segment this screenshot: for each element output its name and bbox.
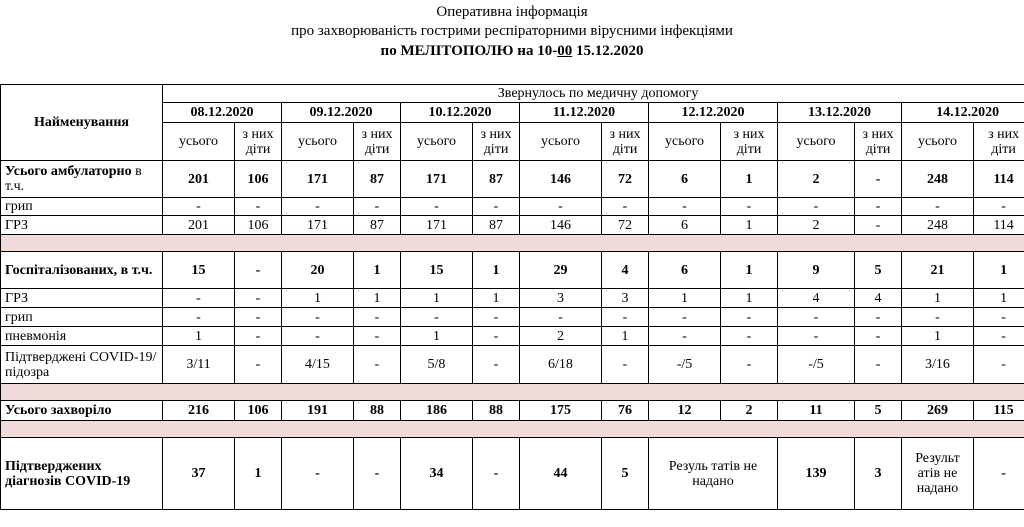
row-flu: [1, 198, 1024, 216]
no-results-note: Резуль татів не надано: [649, 438, 778, 510]
value-cell: -: [855, 216, 902, 235]
value-cell: 6: [649, 216, 721, 235]
value-cell: -: [721, 198, 778, 216]
date-header: 12.12.2020: [649, 103, 778, 123]
value-cell: 191: [282, 401, 354, 421]
row-ari: [1, 216, 1024, 235]
value-cell: 76: [602, 401, 649, 421]
row-label: Усього амбулаторно в т.ч.: [1, 161, 163, 198]
value-cell: -: [855, 308, 902, 327]
value-cell: 87: [354, 216, 401, 235]
value-cell: 20: [282, 252, 354, 289]
name-header: Найменування: [1, 85, 163, 161]
value-cell: 4: [855, 289, 902, 308]
value-cell: 106: [235, 401, 282, 421]
sub-total: усього: [282, 123, 354, 161]
value-cell: 1: [902, 327, 974, 346]
value-cell: -: [473, 308, 520, 327]
value-cell: -: [649, 198, 721, 216]
sub-total: усього: [902, 123, 974, 161]
sub-children: з них діти: [721, 123, 778, 161]
value-cell: 106: [235, 161, 282, 198]
value-cell: 1: [401, 327, 473, 346]
value-cell: -: [721, 327, 778, 346]
value-cell: 186: [401, 401, 473, 421]
date-header: 08.12.2020: [163, 103, 282, 123]
value-cell: -: [282, 198, 354, 216]
value-cell: -: [974, 308, 1024, 327]
value-cell: -: [282, 308, 354, 327]
value-cell: -: [778, 327, 855, 346]
row-covid-diagnoses: [1, 438, 1024, 510]
value-cell: -: [602, 346, 649, 384]
sub-children: з них діти: [235, 123, 282, 161]
date-header: 13.12.2020: [778, 103, 902, 123]
value-cell: -: [974, 438, 1024, 510]
value-cell: -: [235, 252, 282, 289]
value-cell: 171: [282, 161, 354, 198]
value-cell: -: [235, 289, 282, 308]
separator-row: [1, 421, 1024, 438]
value-cell: 106: [235, 216, 282, 235]
value-cell: 1: [473, 289, 520, 308]
value-cell: -: [473, 198, 520, 216]
value-cell: -: [163, 308, 235, 327]
date-header: 09.12.2020: [282, 103, 401, 123]
value-cell: -: [855, 161, 902, 198]
value-cell: 88: [354, 401, 401, 421]
value-cell: 114: [974, 216, 1024, 235]
value-cell: 3/16: [902, 346, 974, 384]
value-cell: 2: [520, 327, 602, 346]
value-cell: -: [520, 198, 602, 216]
value-cell: 146: [520, 161, 602, 198]
value-cell: -/5: [649, 346, 721, 384]
value-cell: -: [778, 198, 855, 216]
value-cell: 216: [163, 401, 235, 421]
value-cell: 139: [778, 438, 855, 510]
separator-row: [1, 235, 1024, 252]
row-label: Усього захворіло: [1, 401, 163, 421]
value-cell: -: [473, 327, 520, 346]
value-cell: 248: [902, 161, 974, 198]
date-header: 14.12.2020: [902, 103, 1024, 123]
value-cell: -: [602, 198, 649, 216]
value-cell: 1: [401, 289, 473, 308]
value-cell: -: [354, 346, 401, 384]
value-cell: -: [649, 327, 721, 346]
value-cell: -: [473, 438, 520, 510]
value-cell: 115: [974, 401, 1024, 421]
value-cell: 3: [520, 289, 602, 308]
value-cell: 15: [401, 252, 473, 289]
value-cell: -: [163, 198, 235, 216]
value-cell: 171: [282, 216, 354, 235]
value-cell: 34: [401, 438, 473, 510]
value-cell: 2: [778, 216, 855, 235]
value-cell: 201: [163, 216, 235, 235]
sub-children: з них діти: [974, 123, 1024, 161]
value-cell: 6: [649, 252, 721, 289]
value-cell: 1: [354, 289, 401, 308]
value-cell: -: [354, 198, 401, 216]
group-header: Звернулось по медичну допомогу: [163, 85, 1024, 103]
title-line-3: по МЕЛІТОПОЛЮ на 10-00 15.12.2020: [380, 43, 644, 59]
value-cell: 1: [902, 289, 974, 308]
value-cell: 3: [855, 438, 902, 510]
row-ari: [1, 289, 1024, 308]
sub-total: усього: [778, 123, 855, 161]
value-cell: 37: [163, 438, 235, 510]
value-cell: 1: [282, 289, 354, 308]
row-label: Підтверджених діагнозів COVID-19: [1, 438, 163, 510]
row-label: Підтверджені COVID-19/підозра: [1, 346, 163, 384]
value-cell: 44: [520, 438, 602, 510]
value-cell: 29: [520, 252, 602, 289]
value-cell: 4: [778, 289, 855, 308]
value-cell: -: [602, 308, 649, 327]
sub-children: з них діти: [855, 123, 902, 161]
row-label: грип: [1, 198, 163, 216]
value-cell: 1: [602, 327, 649, 346]
row-hospitalized: [1, 252, 1024, 289]
value-cell: -: [354, 308, 401, 327]
value-cell: -: [401, 198, 473, 216]
value-cell: -: [282, 438, 354, 510]
value-cell: 201: [163, 161, 235, 198]
value-cell: -: [235, 346, 282, 384]
value-cell: 269: [902, 401, 974, 421]
value-cell: -: [902, 198, 974, 216]
value-cell: 15: [163, 252, 235, 289]
value-cell: 1: [721, 289, 778, 308]
value-cell: -: [163, 289, 235, 308]
value-cell: 5: [855, 401, 902, 421]
title-line-1: Оперативна інформація: [436, 4, 588, 20]
value-cell: -: [354, 327, 401, 346]
sub-total: усього: [520, 123, 602, 161]
value-cell: 72: [602, 216, 649, 235]
no-results-note: Результ атів не надано: [902, 438, 974, 510]
value-cell: -: [902, 308, 974, 327]
value-cell: -: [649, 308, 721, 327]
value-cell: -: [855, 346, 902, 384]
value-cell: 11: [778, 401, 855, 421]
value-cell: 4/15: [282, 346, 354, 384]
row-outpatient: [1, 161, 1024, 198]
row-total-sick: [1, 401, 1024, 421]
date-header: 11.12.2020: [520, 103, 649, 123]
value-cell: 248: [902, 216, 974, 235]
row-label: пневмонія: [1, 327, 163, 346]
row-pneumonia: [1, 327, 1024, 346]
value-cell: -: [235, 198, 282, 216]
value-cell: 1: [649, 289, 721, 308]
sub-children: з них діти: [602, 123, 649, 161]
value-cell: -: [235, 308, 282, 327]
value-cell: 5: [855, 252, 902, 289]
value-cell: -: [282, 327, 354, 346]
row-label: грип: [1, 308, 163, 327]
value-cell: 1: [721, 252, 778, 289]
value-cell: 1: [974, 252, 1024, 289]
value-cell: 114: [974, 161, 1024, 198]
value-cell: -: [855, 327, 902, 346]
value-cell: -: [520, 308, 602, 327]
value-cell: 72: [602, 161, 649, 198]
morbidity-table: [0, 84, 1024, 510]
value-cell: 1: [235, 438, 282, 510]
sub-total: усього: [401, 123, 473, 161]
value-cell: 6/18: [520, 346, 602, 384]
value-cell: 21: [902, 252, 974, 289]
value-cell: 1: [354, 252, 401, 289]
value-cell: -: [721, 346, 778, 384]
row-label: ГРЗ: [1, 216, 163, 235]
value-cell: 1: [473, 252, 520, 289]
row-label: Госпіталізованих, в т.ч.: [1, 252, 163, 289]
value-cell: 171: [401, 161, 473, 198]
value-cell: 146: [520, 216, 602, 235]
value-cell: 87: [473, 216, 520, 235]
value-cell: 88: [473, 401, 520, 421]
value-cell: -: [855, 198, 902, 216]
value-cell: 1: [974, 289, 1024, 308]
row-covid-confirmed: [1, 346, 1024, 384]
value-cell: -: [974, 327, 1024, 346]
value-cell: 5/8: [401, 346, 473, 384]
value-cell: 1: [721, 216, 778, 235]
value-cell: 3/11: [163, 346, 235, 384]
value-cell: 1: [163, 327, 235, 346]
value-cell: -: [401, 308, 473, 327]
value-cell: 6: [649, 161, 721, 198]
value-cell: 5: [602, 438, 649, 510]
value-cell: 1: [721, 161, 778, 198]
value-cell: 3: [602, 289, 649, 308]
value-cell: -: [354, 438, 401, 510]
value-cell: 9: [778, 252, 855, 289]
value-cell: 171: [401, 216, 473, 235]
value-cell: -: [721, 308, 778, 327]
value-cell: 2: [721, 401, 778, 421]
value-cell: 87: [473, 161, 520, 198]
value-cell: -: [778, 308, 855, 327]
sub-total: усього: [163, 123, 235, 161]
value-cell: 12: [649, 401, 721, 421]
value-cell: 87: [354, 161, 401, 198]
sub-children: з них діти: [473, 123, 520, 161]
value-cell: -: [235, 327, 282, 346]
value-cell: -: [974, 198, 1024, 216]
row-flu: [1, 308, 1024, 327]
row-label: ГРЗ: [1, 289, 163, 308]
value-cell: 175: [520, 401, 602, 421]
separator-row: [1, 384, 1024, 401]
value-cell: 4: [602, 252, 649, 289]
value-cell: -: [974, 346, 1024, 384]
value-cell: 2: [778, 161, 855, 198]
title-line-2: про захворюваність гострими респіраторними вірусними інфекціями: [291, 23, 733, 39]
sub-total: усього: [649, 123, 721, 161]
sub-children: з них діти: [354, 123, 401, 161]
value-cell: -: [473, 346, 520, 384]
value-cell: -/5: [778, 346, 855, 384]
date-header: 10.12.2020: [401, 103, 520, 123]
